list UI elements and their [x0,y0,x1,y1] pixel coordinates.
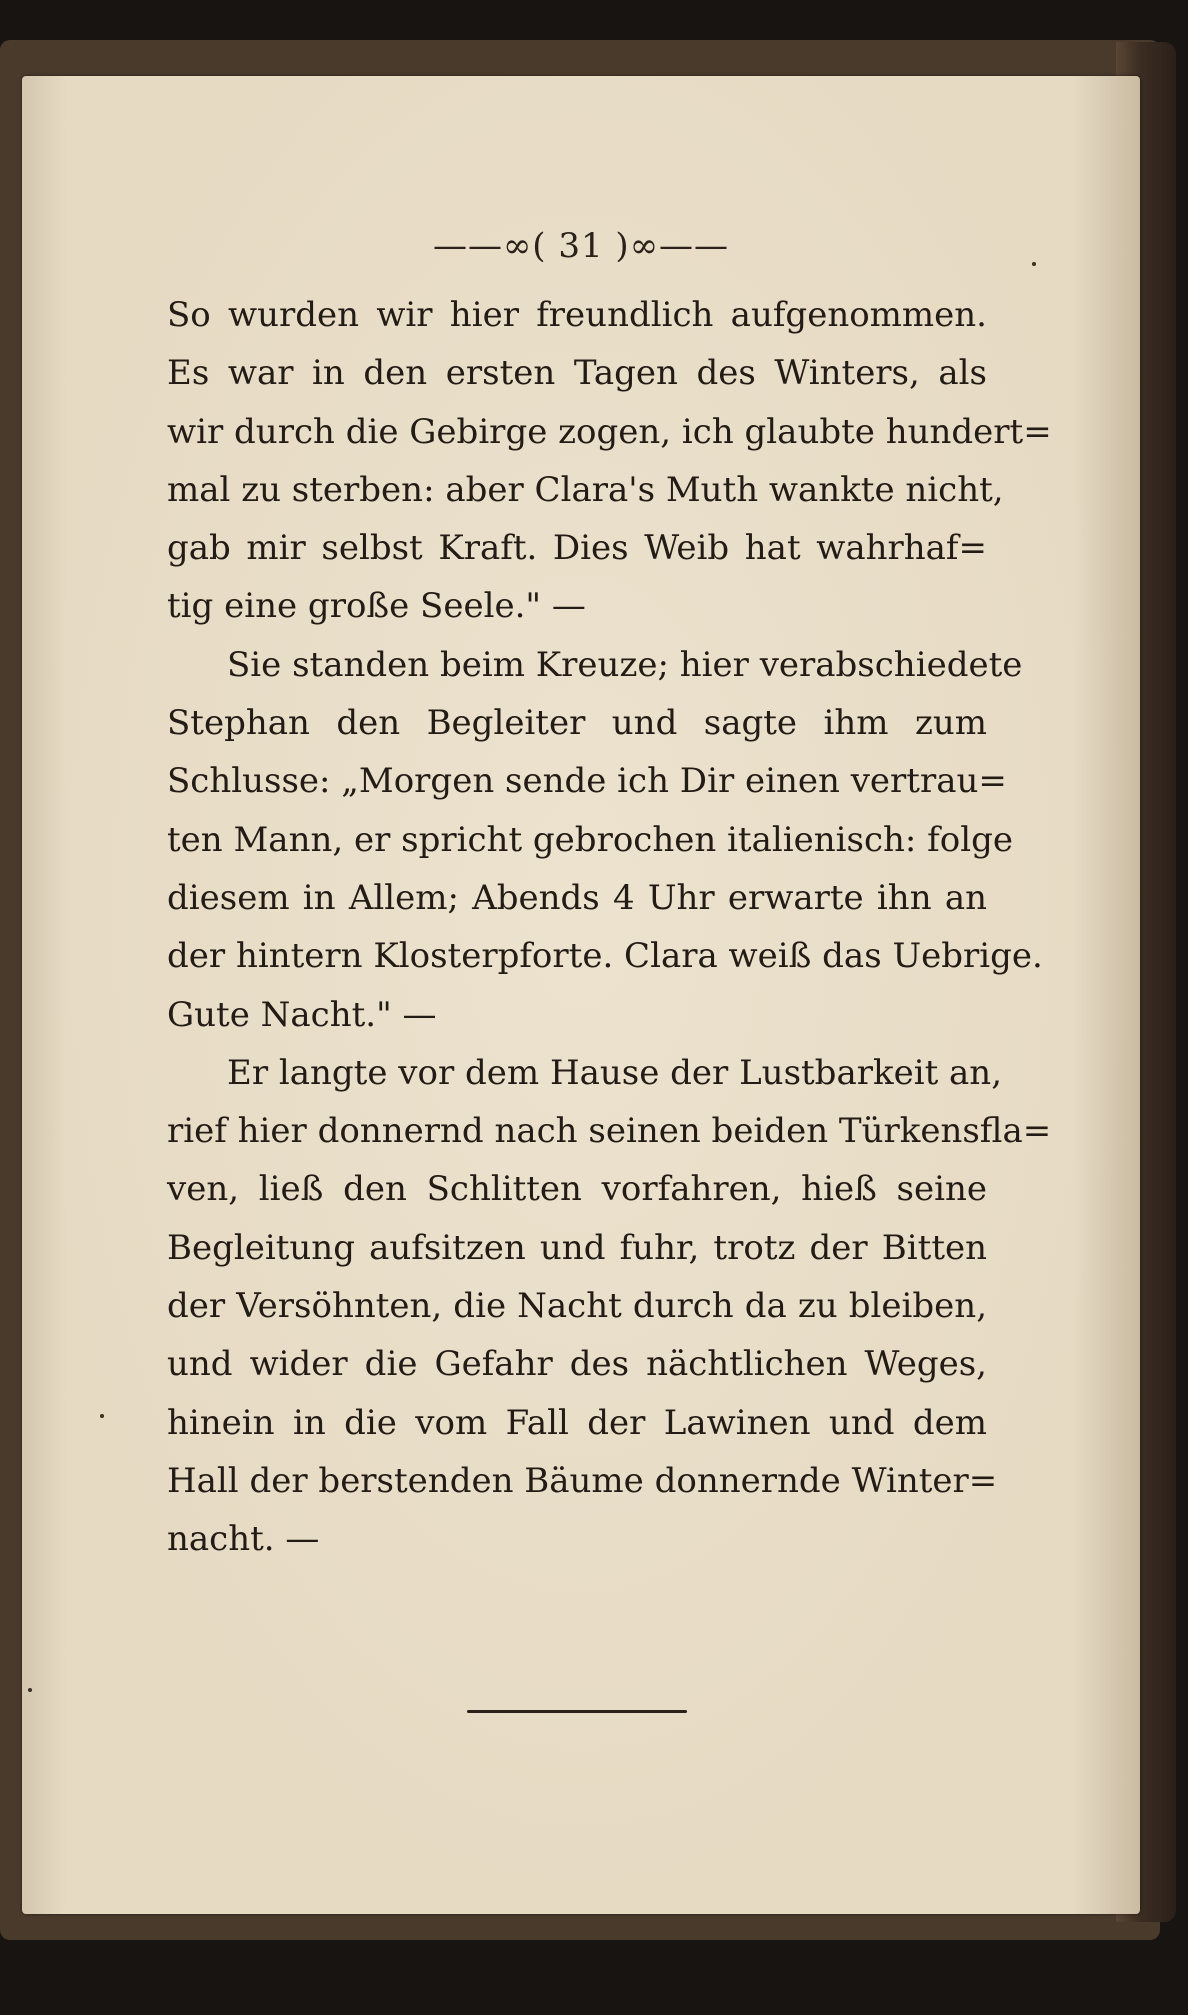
text-line: gab mir selbst Kraft. Dies Weib hat wahrhaf= [167,528,987,569]
text-line: der hintern Klosterpforte. Clara weiß das Uebrige. [167,936,1043,977]
page-number-header: ——∞( 31 )∞—— [432,226,730,266]
text-line: mal zu sterben: aber Clara's Muth wankte nicht, [167,469,1004,510]
text-line: Hall der berstenden Bäume donnernde Winter= [167,1460,998,1501]
text-line: Gute Nacht." — [167,994,437,1035]
text-line: nacht. — [167,1519,320,1560]
paper-speck [1032,262,1036,266]
paper-speck [100,1414,104,1418]
text-line: tig eine große Seele." — [167,586,586,627]
text-line: und wider die Gefahr des nächtlichen Weges, [167,1344,987,1385]
text-line: Es war in den ersten Tagen des Winters, als [167,353,987,394]
text-line: diesem in Allem; Abends 4 Uhr erwarte ihn an [167,877,987,918]
text-line: hinein in die vom Fall der Lawinen und dem [167,1402,987,1443]
text-line: Er langte vor dem Hause der Lustbarkeit an, [227,1052,1003,1093]
text-line: ven, ließ den Schlitten vorfahren, hieß seine [167,1169,987,1210]
paragraph-3 [167,1044,1052,1569]
text-line: ten Mann, er spricht gebrochen italienisch: folge [167,819,1013,860]
paragraph-1 [167,286,1052,636]
end-ornament-rule [467,1710,687,1713]
text-line: rief hier donnernd nach seinen beiden Türkensfla= [167,1111,1052,1152]
page-text [167,286,1052,1569]
text-line: Sie standen beim Kreuze; hier verabschiedete [227,644,1023,685]
text-line: der Versöhnten, die Nacht durch da zu bleiben, [167,1286,987,1327]
book-page [22,76,1140,1914]
text-line: wir durch die Gebirge zogen, ich glaubte hundert= [167,411,1052,452]
text-line: Stephan den Begleiter und sagte ihm zum [167,703,987,744]
paragraph-2 [167,636,1043,1044]
text-line: So wurden wir hier freundlich aufgenommen. [167,295,987,335]
text-line: Schlusse: „Morgen sende ich Dir einen vertrau= [167,761,1007,802]
paper-speck [28,1688,32,1692]
text-line: Begleitung aufsitzen und fuhr, trotz der Bitten [167,1227,987,1268]
